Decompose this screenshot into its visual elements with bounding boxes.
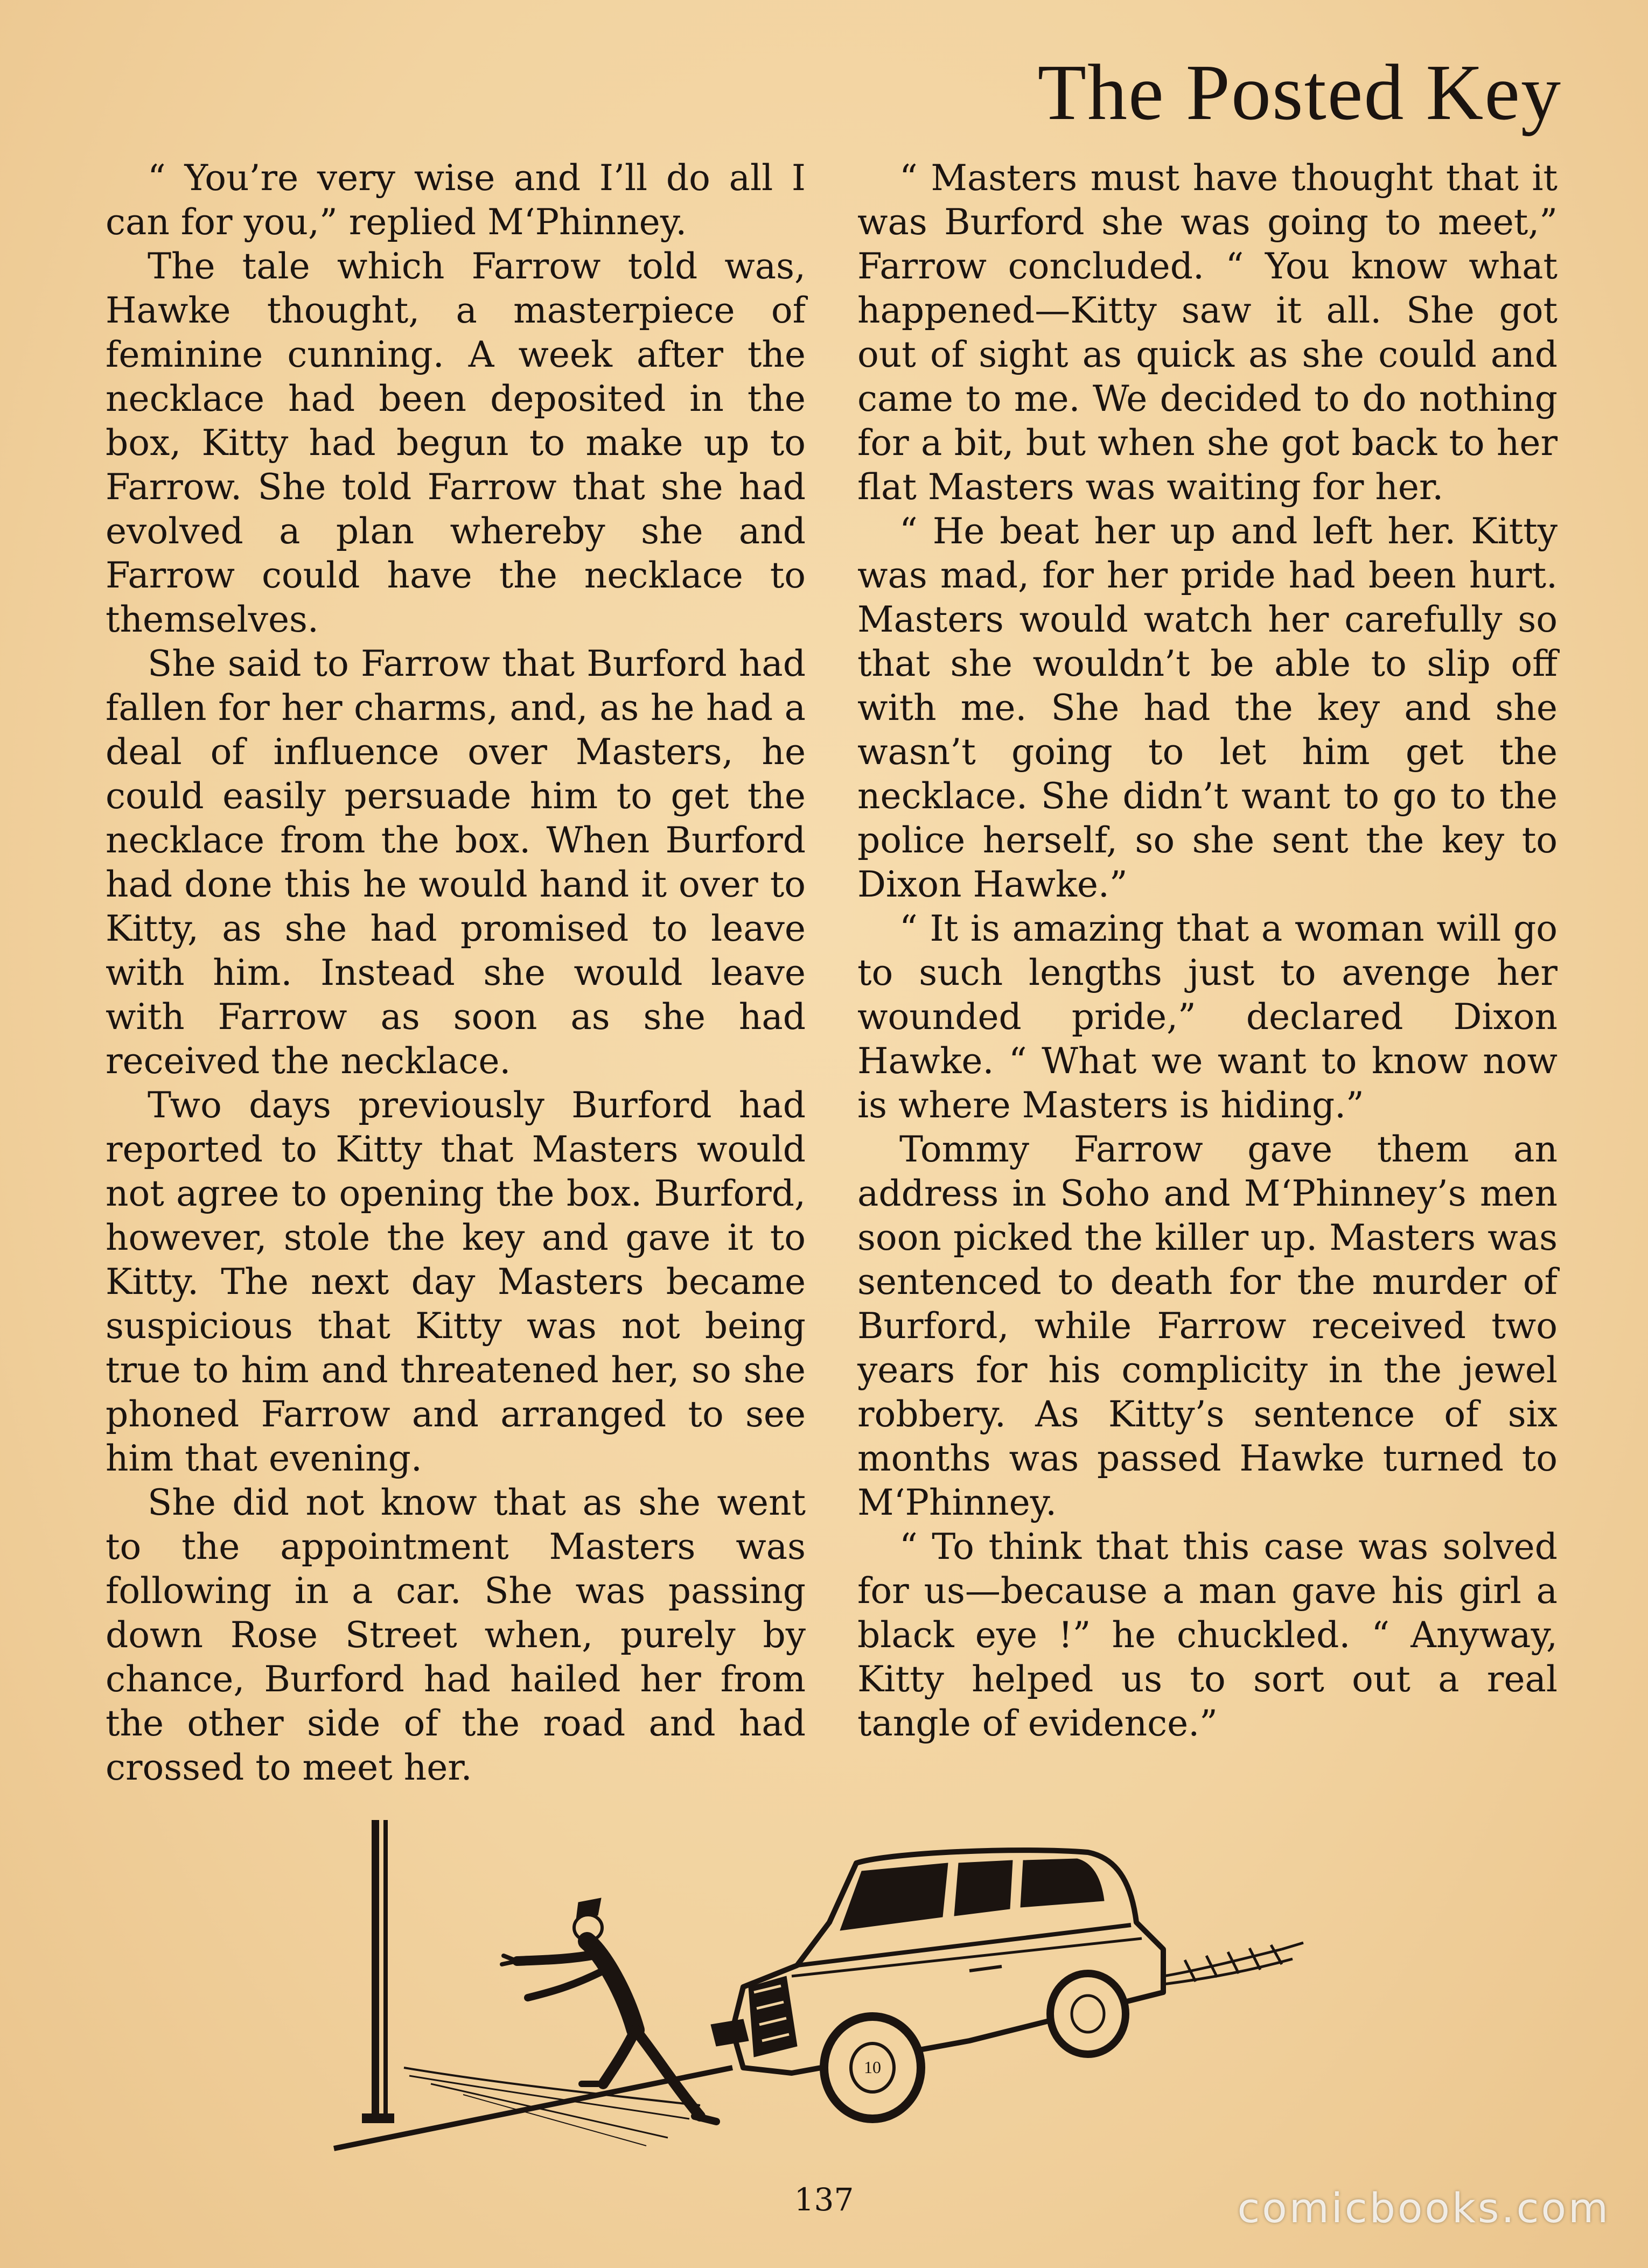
right-column bbox=[857, 156, 1558, 1746]
paragraph: “ Masters must have thought that it was Burford she was going to meet,” Farrow concluded. “ You know what happened—Kitty saw it all. She got out of sight as quick as she could and came to me. We decided to do nothing for a bit, but when she got back to her flat Masters was waiting for her. bbox=[857, 157, 1558, 508]
page-number: 137 bbox=[794, 2181, 854, 2218]
paragraph: “ It is amazing that a woman will go to such lengths just to avenge her wounded pride,” declared Dixon Hawke. “ What we want to know now is where Masters is hiding.” bbox=[857, 908, 1558, 1126]
speed-lines bbox=[1163, 1943, 1303, 1984]
page-title: The Posted Key bbox=[1037, 48, 1562, 137]
paragraph: “ You’re very wise and I’ll do all I can for you,” replied M‘Phinney. bbox=[106, 157, 806, 243]
watermark: comicbooks.com bbox=[1237, 2184, 1610, 2232]
paragraph: Two days previously Burford had reported to Kitty that Masters would not agree to opening the box. Burford, however, stole the key and gave it to Kitty. The next day Masters became suspicious that Kitty was not being true to him and threatened her, so she phoned Farrow and arranged to see him that evening. bbox=[106, 1084, 806, 1479]
plate-number: 10 bbox=[864, 2057, 881, 2077]
paragraph: She did not know that as she went to the appointment Masters was following in a car. She was passing down Rose Street when, purely by chance, Burford had hailed her from the other side of the road and had crossed to meet her. bbox=[106, 1482, 806, 1788]
running-man bbox=[502, 1898, 716, 2122]
paragraph: “ To think that this case was solved for us—because a man gave his girl a black eye !” he chuckled. “ Anyway, Kitty helped us to sort out a real tangle of evidence.” bbox=[857, 1526, 1558, 1744]
paragraph: Tommy Farrow gave them an address in Soho and M‘Phinney’s men soon picked the killer up. Masters was sentenced to death for the murder of Burford, while Farrow received two years for his complicity in the jewel robbery. As Kitty’s sentence of six months was passed Hawke turned to M‘Phinney. bbox=[857, 1129, 1558, 1523]
car bbox=[711, 1850, 1163, 2119]
car-chase-illustration bbox=[323, 1815, 1319, 2159]
paragraph: She said to Farrow that Burford had fallen for her charms, and, as he had a deal of influence over Masters, he could easily persuade him to get the necklace from the box. When Burford had done this he would hand it over to Kitty, as she had promised to leave with him. Instead she would leave with Farrow as soon as she had received the necklace. bbox=[106, 643, 806, 1082]
paragraph: “ He beat her up and left her. Kitty was mad, for her pride had been hurt. Masters would watch her carefully so that she wouldn’t be able to slip off with me. She had the key and she wasn’t going to let him get the necklace. She didn’t want to go to the police herself, so she sent the key to Dixon Hawke.” bbox=[857, 510, 1558, 905]
lamp-post bbox=[362, 1820, 394, 2123]
left-column bbox=[106, 156, 806, 1790]
paragraph: The tale which Farrow told was, Hawke thought, a masterpiece of feminine cunning. A week after the necklace had been deposited in the box, Kitty had begun to make up to Farrow. She told Farrow that she had evolved a plan whereby she and Farrow could have the necklace to themselves. bbox=[106, 246, 806, 640]
